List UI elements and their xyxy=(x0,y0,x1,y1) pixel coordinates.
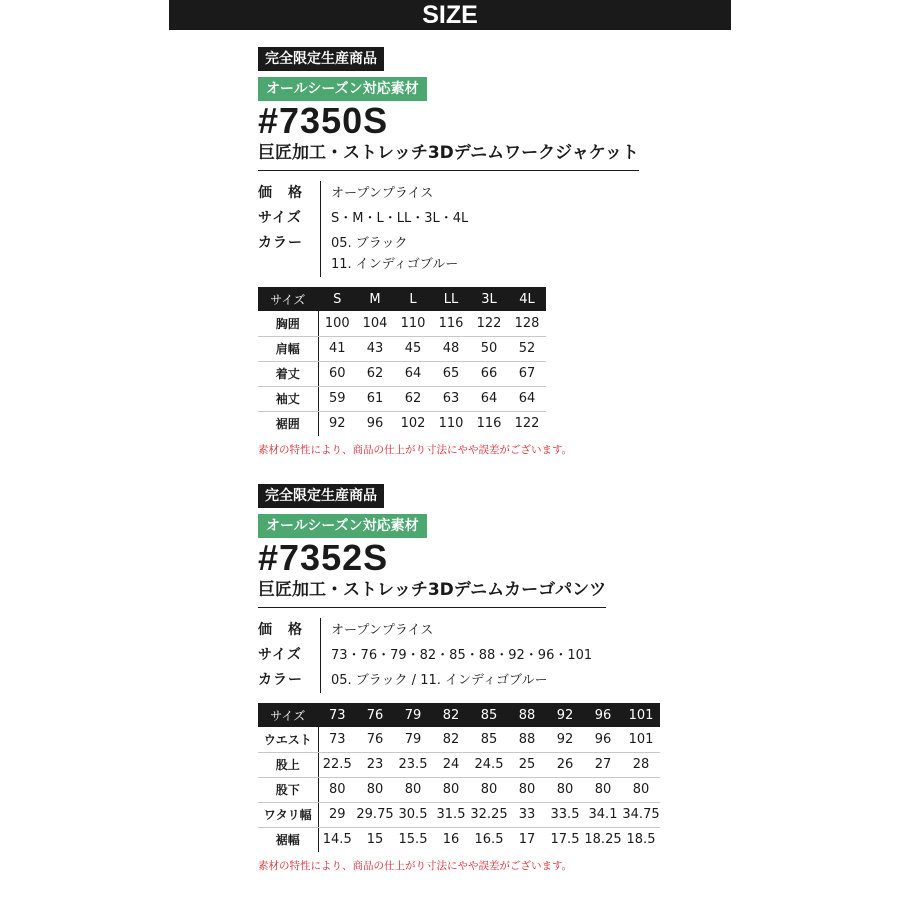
size-table-header xyxy=(258,703,660,727)
table-cell: 65 xyxy=(432,361,470,386)
size-column-header: LL xyxy=(432,287,470,311)
product-name: 巨匠加工・ストレッチ3Dデニムカーゴパンツ xyxy=(258,578,606,608)
table-row xyxy=(258,361,546,386)
size-column-header: 101 xyxy=(622,703,660,727)
color-label: カラー xyxy=(258,672,303,688)
all-season-badge: オールシーズン対応素材 xyxy=(258,77,427,101)
size-header xyxy=(169,0,731,30)
price-label: 価 格 xyxy=(258,622,303,638)
table-cell: 34.1 xyxy=(584,802,622,827)
table-cell: 29.75 xyxy=(356,802,394,827)
color-label: カラー xyxy=(258,235,303,251)
color-value xyxy=(320,231,458,277)
table-cell: 80 xyxy=(508,777,546,802)
size-label: サイズ xyxy=(258,210,302,226)
table-row xyxy=(258,752,660,777)
table-cell: 101 xyxy=(622,727,660,752)
table-cell: 73 xyxy=(318,727,356,752)
table-cell: 80 xyxy=(394,777,432,802)
size-column-header: 92 xyxy=(546,703,584,727)
table-cell: 16.5 xyxy=(474,832,504,848)
table-row xyxy=(258,311,546,336)
table-cell: 122 xyxy=(470,311,508,336)
table-cell: 80 xyxy=(584,777,622,802)
limited-production-badge: 完全限定生産商品 xyxy=(258,484,384,508)
size-column-header: 4L xyxy=(508,287,546,311)
table-row xyxy=(258,411,546,436)
table-cell: 45 xyxy=(394,336,432,361)
table-row xyxy=(258,827,660,852)
table-cell: 116 xyxy=(476,416,502,432)
table-cell: 17 xyxy=(518,832,536,848)
row-label: 着丈 xyxy=(258,361,318,386)
table-cell: 80 xyxy=(432,777,470,802)
size-column-header: 3L xyxy=(470,287,508,311)
table-cell: 23.5 xyxy=(394,752,432,777)
all-season-badge: オールシーズン対応素材 xyxy=(258,514,427,538)
table-cell: 96 xyxy=(584,727,622,752)
table-cell: 34.75 xyxy=(622,802,660,827)
table-cell: 92 xyxy=(328,416,346,432)
table-cell: 17.5 xyxy=(550,832,580,848)
color-row xyxy=(258,668,688,693)
table-cell: 32.25 xyxy=(470,802,508,827)
size-column-header: M xyxy=(356,287,394,311)
color-option: 05. ブラック xyxy=(331,236,408,251)
product-number: #7350S xyxy=(258,100,389,141)
table-row xyxy=(258,336,546,361)
table-cell: 62 xyxy=(356,361,394,386)
row-label: 肩幅 xyxy=(258,336,318,361)
table-cell: 25 xyxy=(508,752,546,777)
product-info xyxy=(258,181,688,277)
table-cell: 41 xyxy=(318,336,356,361)
row-label: ウエスト xyxy=(258,727,318,752)
row-label: 裾幅 xyxy=(258,827,318,852)
color-value: 05. ブラック / 11. インディゴブルー xyxy=(320,668,547,693)
size-column-header: 82 xyxy=(432,703,470,727)
size-value: 73・76・79・82・85・88・92・96・101 xyxy=(320,643,592,668)
color-option: 11. インディゴブルー xyxy=(331,257,459,272)
price-value: オープンプライス xyxy=(320,181,433,206)
table-cell: 96 xyxy=(366,416,384,432)
table-cell: 100 xyxy=(318,311,356,336)
color-row xyxy=(258,231,688,277)
table-cell: 43 xyxy=(356,336,394,361)
table-cell: 110 xyxy=(438,416,464,432)
price-row xyxy=(258,181,688,206)
size-column-header: 88 xyxy=(508,703,546,727)
product-section-jacket xyxy=(258,47,688,457)
row-label: 裾囲 xyxy=(258,411,318,436)
price-label: 価 格 xyxy=(258,185,303,201)
table-cell: 28 xyxy=(622,752,660,777)
table-cell: 52 xyxy=(508,336,546,361)
size-table-header xyxy=(258,287,546,311)
size-table-header-label: サイズ xyxy=(258,287,318,311)
table-cell: 64 xyxy=(394,361,432,386)
table-row xyxy=(258,777,660,802)
table-cell: 24 xyxy=(432,752,470,777)
size-column-header: 96 xyxy=(584,703,622,727)
table-cell: 31.5 xyxy=(432,802,470,827)
table-cell: 26 xyxy=(546,752,584,777)
row-label: 胸囲 xyxy=(258,311,318,336)
table-cell: 82 xyxy=(432,727,470,752)
table-cell: 67 xyxy=(508,361,546,386)
table-cell: 64 xyxy=(508,386,546,411)
table-cell: 64 xyxy=(470,386,508,411)
price-row xyxy=(258,618,688,643)
table-row xyxy=(258,802,660,827)
table-cell: 27 xyxy=(584,752,622,777)
table-cell: 92 xyxy=(546,727,584,752)
table-cell: 33.5 xyxy=(546,802,584,827)
size-row xyxy=(258,643,688,668)
size-row xyxy=(258,206,688,231)
table-cell: 122 xyxy=(514,416,540,432)
table-cell: 33 xyxy=(508,802,546,827)
table-cell: 59 xyxy=(318,386,356,411)
size-column-header: 85 xyxy=(470,703,508,727)
table-cell: 18.5 xyxy=(626,832,656,848)
row-label: 股上 xyxy=(258,752,318,777)
size-column-header: L xyxy=(394,287,432,311)
size-table-header-label: サイズ xyxy=(258,703,318,727)
table-cell: 79 xyxy=(394,727,432,752)
table-row xyxy=(258,386,546,411)
tolerance-note: 素材の特性により、商品の仕上がり寸法にやや誤差がございます。 xyxy=(258,444,573,456)
table-cell: 80 xyxy=(318,777,356,802)
table-cell: 80 xyxy=(622,777,660,802)
table-cell: 15.5 xyxy=(398,832,428,848)
product-name: 巨匠加工・ストレッチ3Dデニムワークジャケット xyxy=(258,141,639,171)
size-header-title: SIZE xyxy=(422,1,478,29)
table-cell: 16 xyxy=(442,832,460,848)
row-label: 袖丈 xyxy=(258,386,318,411)
table-cell: 23 xyxy=(356,752,394,777)
product-number: #7352S xyxy=(258,537,389,578)
size-table xyxy=(258,287,546,436)
size-column-header: 73 xyxy=(318,703,356,727)
table-cell: 104 xyxy=(356,311,394,336)
size-value: S・M・L・LL・3L・4L xyxy=(320,206,468,231)
table-cell: 76 xyxy=(356,727,394,752)
table-cell: 110 xyxy=(394,311,432,336)
table-cell: 80 xyxy=(356,777,394,802)
table-cell: 14.5 xyxy=(322,832,352,848)
size-label: サイズ xyxy=(258,647,302,663)
size-column-header: 79 xyxy=(394,703,432,727)
table-cell: 50 xyxy=(470,336,508,361)
tolerance-note: 素材の特性により、商品の仕上がり寸法にやや誤差がございます。 xyxy=(258,860,573,872)
table-cell: 62 xyxy=(394,386,432,411)
table-cell: 18.25 xyxy=(584,832,622,848)
product-info xyxy=(258,618,688,693)
table-cell: 85 xyxy=(470,727,508,752)
table-cell: 80 xyxy=(470,777,508,802)
product-section-pants xyxy=(258,484,688,873)
table-cell: 61 xyxy=(356,386,394,411)
table-cell: 63 xyxy=(432,386,470,411)
table-cell: 22.5 xyxy=(318,752,356,777)
table-cell: 29 xyxy=(318,802,356,827)
table-cell: 30.5 xyxy=(394,802,432,827)
limited-production-badge: 完全限定生産商品 xyxy=(258,47,384,71)
size-table xyxy=(258,703,660,852)
table-cell: 48 xyxy=(432,336,470,361)
table-cell: 102 xyxy=(400,416,426,432)
table-cell: 60 xyxy=(318,361,356,386)
price-value: オープンプライス xyxy=(320,618,433,643)
table-row xyxy=(258,727,660,752)
table-cell: 15 xyxy=(366,832,384,848)
table-cell: 116 xyxy=(432,311,470,336)
table-cell: 24.5 xyxy=(470,752,508,777)
table-cell: 128 xyxy=(508,311,546,336)
table-cell: 88 xyxy=(508,727,546,752)
size-column-header: S xyxy=(318,287,356,311)
table-cell: 80 xyxy=(546,777,584,802)
row-label: ワタリ幅 xyxy=(258,802,318,827)
row-label: 股下 xyxy=(258,777,318,802)
table-cell: 66 xyxy=(470,361,508,386)
size-column-header: 76 xyxy=(356,703,394,727)
